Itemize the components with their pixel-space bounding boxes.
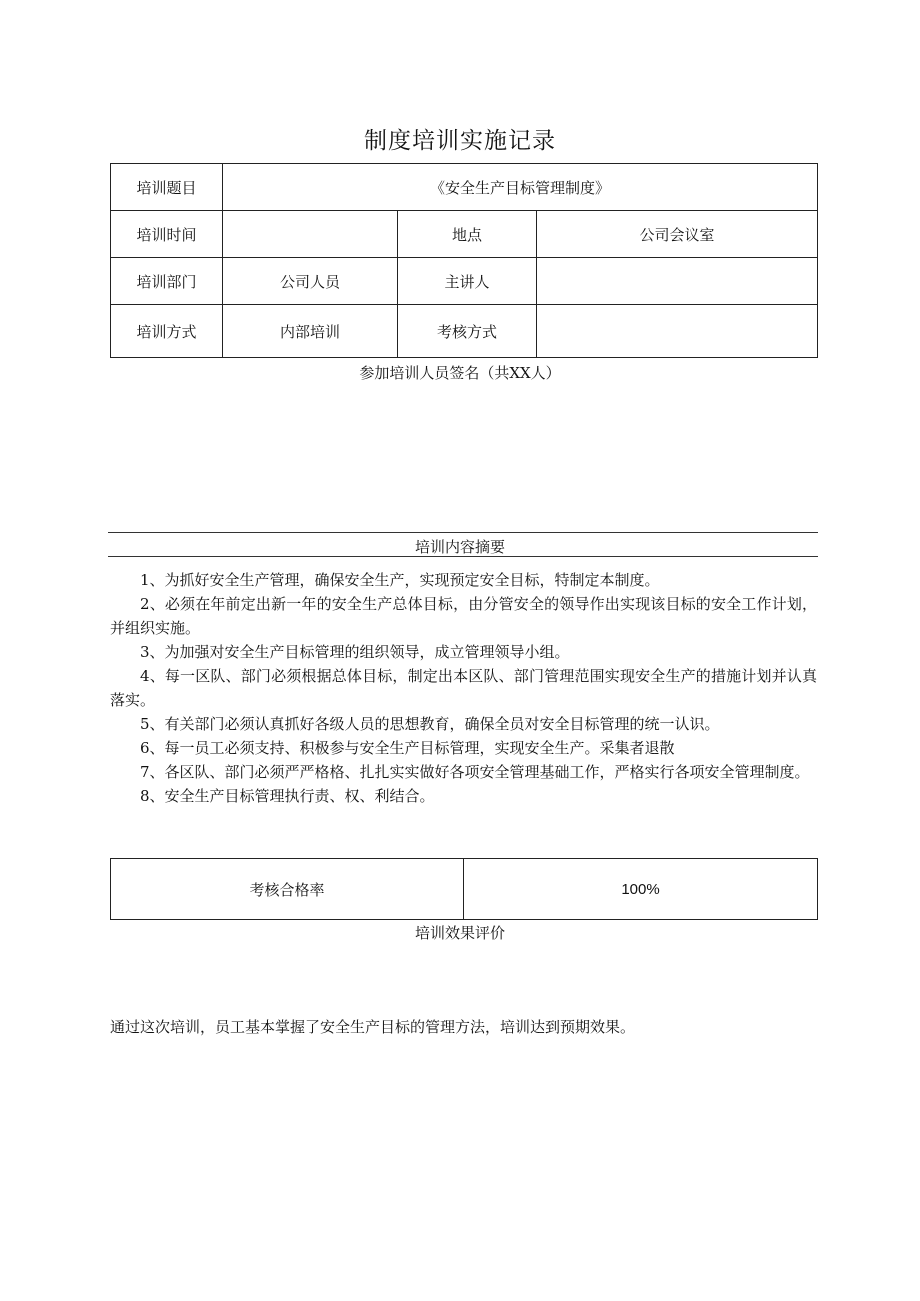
topic-value: 《安全生产目标管理制度》 bbox=[223, 164, 818, 211]
summary-item: 3、为加强对安全生产目标管理的组织领导，成立管理领导小组。 bbox=[140, 643, 570, 661]
summary-item: 4、每一区队、部门必须根据总体目标，制定出本区队、部门管理范围实现安全生产的措施计划并认真落实。 bbox=[110, 667, 817, 709]
summary-bottom-rule bbox=[108, 556, 818, 557]
location-label: 地点 bbox=[398, 211, 537, 258]
table-row bbox=[111, 164, 818, 211]
summary-item: 2、必须在年前定出新一年的安全生产总体目标，由分管安全的领导作出实现该目标的安全工作计划，并组织实施。 bbox=[110, 595, 817, 637]
speaker-label: 主讲人 bbox=[398, 258, 537, 305]
summary-content bbox=[110, 568, 817, 808]
pass-rate-value: 100% bbox=[464, 859, 818, 920]
evaluation-text: 通过这次培训，员工基本掌握了安全生产目标的管理方法，培训达到预期效果。 bbox=[110, 1018, 636, 1036]
dept-label: 培训部门 bbox=[111, 258, 223, 305]
summary-item: 6、每一员工必须支持、积极参与安全生产目标管理，实现安全生产。采集者退散 bbox=[140, 739, 675, 757]
exam-label: 考核方式 bbox=[398, 305, 537, 358]
table-row bbox=[111, 305, 818, 358]
summary-item: 5、有关部门必须认真抓好各级人员的思想教育，确保全员对安全目标管理的统一认识。 bbox=[140, 715, 720, 733]
topic-label: 培训题目 bbox=[111, 164, 223, 211]
time-value bbox=[223, 211, 398, 258]
table-row bbox=[111, 211, 818, 258]
summary-heading: 培训内容摘要 bbox=[414, 538, 505, 556]
summary-item: 8、安全生产目标管理执行责、权、利结合。 bbox=[140, 787, 435, 805]
pass-rate-table bbox=[110, 858, 818, 920]
exam-value bbox=[537, 305, 818, 358]
document-title: 制度培训实施记录 bbox=[364, 128, 556, 154]
dept-value: 公司人员 bbox=[223, 258, 398, 305]
summary-item: 1、为抓好安全生产管理，确保安全生产，实现预定安全目标，特制定本制度。 bbox=[140, 571, 660, 589]
time-label: 培训时间 bbox=[111, 211, 223, 258]
attendance-heading: 参加培训人员签名（共XX人） bbox=[359, 364, 561, 382]
table-row bbox=[111, 859, 818, 920]
training-info-table bbox=[110, 163, 818, 358]
pass-rate-label: 考核合格率 bbox=[111, 859, 464, 920]
speaker-value bbox=[537, 258, 818, 305]
method-value: 内部培训 bbox=[223, 305, 398, 358]
summary-top-rule bbox=[108, 532, 818, 533]
evaluation-heading: 培训效果评价 bbox=[414, 924, 505, 942]
summary-item: 7、各区队、部门必须严严格格、扎扎实实做好各项安全管理基础工作，严格实行各项安全管理制度。 bbox=[140, 763, 810, 781]
table-row bbox=[111, 258, 818, 305]
method-label: 培训方式 bbox=[111, 305, 223, 358]
location-value: 公司会议室 bbox=[537, 211, 818, 258]
